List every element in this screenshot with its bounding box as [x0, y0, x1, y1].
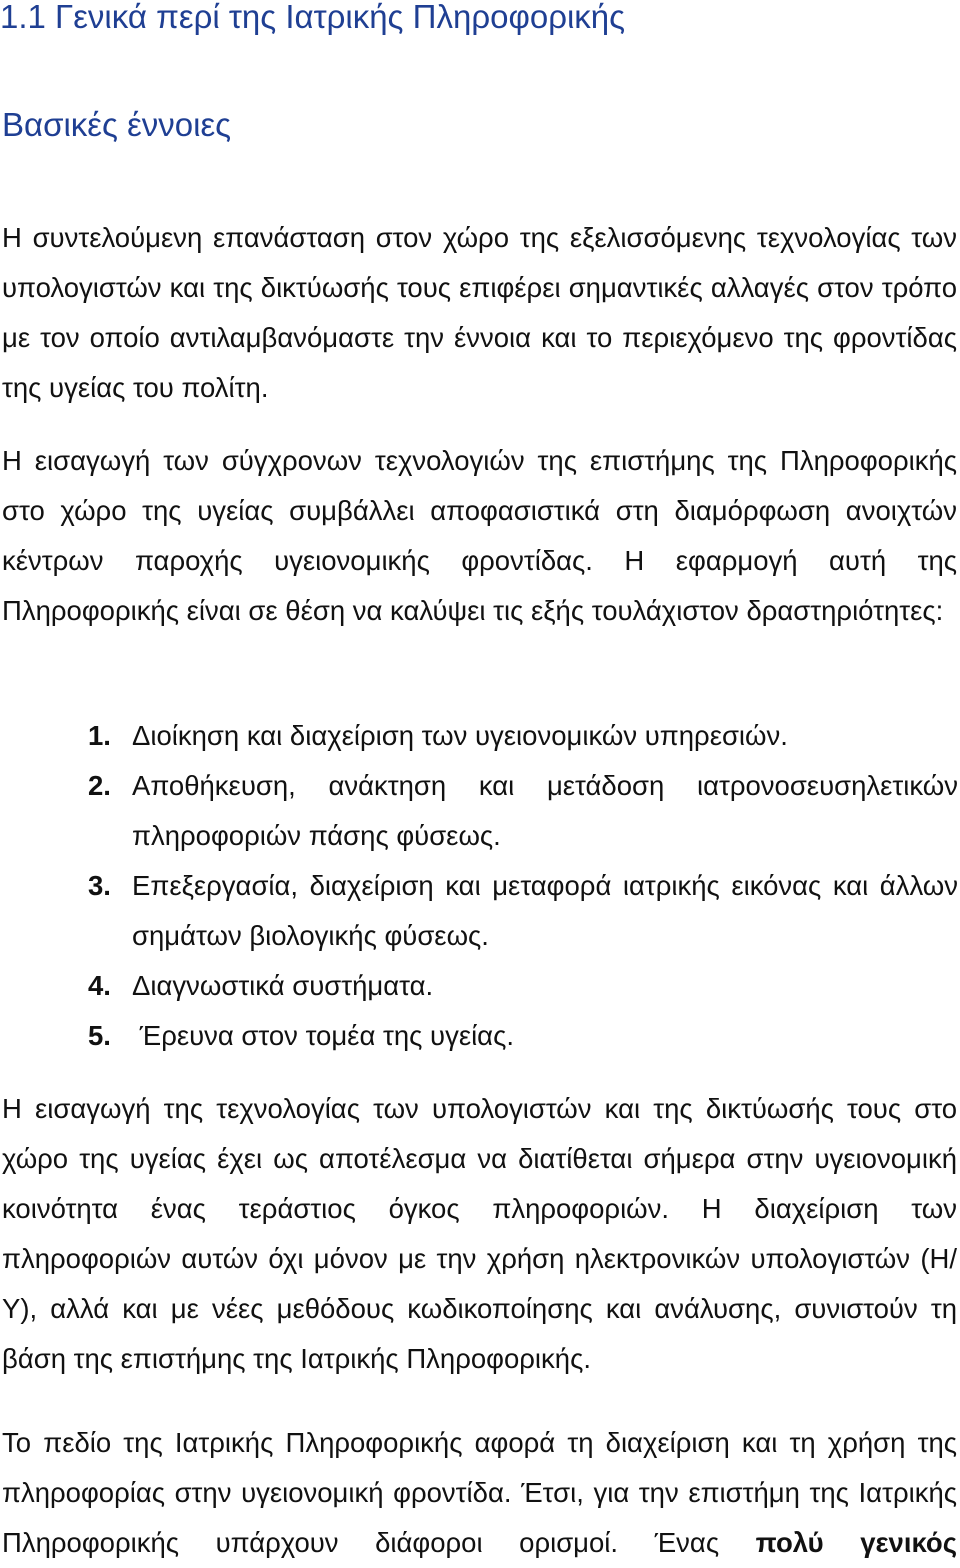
paragraph-definition	[2, 1418, 957, 1568]
activities-list	[88, 711, 958, 1061]
subsection-title: Βασικές έννοιες	[2, 106, 232, 143]
paragraph-intro: Η συντελούμενη επανάσταση στον χώρο της εξελισσόμενης τεχνολογίας των υπολογιστών και της δικτύωσής τους επιφέρει σημαντικές αλλαγές στον τρόπο με τον οποίο αντιλαμβανόμαστε την έννοια και το περιεχόμενο της φροντίδας της υγείας του πολίτη.	[2, 222, 957, 403]
list-item-number: 4.	[88, 970, 111, 1001]
list-item-text: Αποθήκευση, ανάκτηση και μετάδοση ιατρονοσευσηλετικών πληροφοριών πάσης φύσεως.	[132, 770, 958, 851]
list-item-text: Έρευνα στον τομέα της υγείας.	[132, 1020, 514, 1051]
list-item-number: 2.	[88, 770, 111, 801]
list-item-text: Διαγνωστικά συστήματα.	[132, 970, 434, 1001]
list-item	[88, 961, 958, 1011]
list-item-number: 5.	[88, 1020, 111, 1051]
list-item	[88, 761, 958, 861]
list-item	[88, 861, 958, 961]
paragraph-technologies: Η εισαγωγή των σύγχρονων τεχνολογιών της επιστήμης της Πληροφορικής στο χώρο της υγείας συμβάλλει αποφασιστικά στη διαμόρφωση ανοιχτών κέντρων παροχής υγειονομικής φροντίδας. Η εφαρμογή αυτή της Πληροφορικής είναι σε θέση να καλύψει τις εξής τουλάχιστον δραστηριότητες:	[2, 445, 957, 626]
list-item-number: 1.	[88, 720, 111, 751]
section-title: 1.1 Γενικά περί της Ιατρικής Πληροφορικής	[0, 0, 626, 35]
paragraph-information-volume: Η εισαγωγή της τεχνολογίας των υπολογιστών και της δικτύωσής τους στο χώρο της υγείας έχει ως αποτέλεσμα να διατίθεται σήμερα στην υγειονομική κοινότητα ένας τεράστιος όγκος πληροφοριών. Η διαχείριση των πληροφοριών αυτών όχι μόνον με την χρήση ηλεκτρονικών υπολογιστών (Η/Υ), αλλά και με νέες μεθόδους κωδικοποίησης και ανάλυσης, συνιστούν τη βάση της επιστήμης της Ιατρικής Πληροφορικής.	[2, 1093, 957, 1374]
list-item	[88, 1011, 958, 1061]
emphasis-text: πολύ γενικός	[755, 1527, 957, 1558]
list-item-text: Διοίκηση και διαχείριση των υγειονομικών υπηρεσιών.	[132, 720, 788, 751]
list-item	[88, 711, 958, 761]
list-item-text: Επεξεργασία, διαχείριση και μεταφορά ιατρικής εικόνας και άλλων σημάτων βιολογικής φύσεως.	[132, 870, 958, 951]
paragraph-definition-text: Το πεδίο της Ιατρικής Πληροφορικής αφορά τη διαχείριση και τη χρήση της πληροφορίας στην υγειονομική φροντίδα. Έτσι, για την επιστήμη της Ιατρικής Πληροφορικής υπάρχουν διάφοροι ορισμοί. Ένας	[2, 1427, 957, 1558]
list-item-number: 3.	[88, 870, 111, 901]
